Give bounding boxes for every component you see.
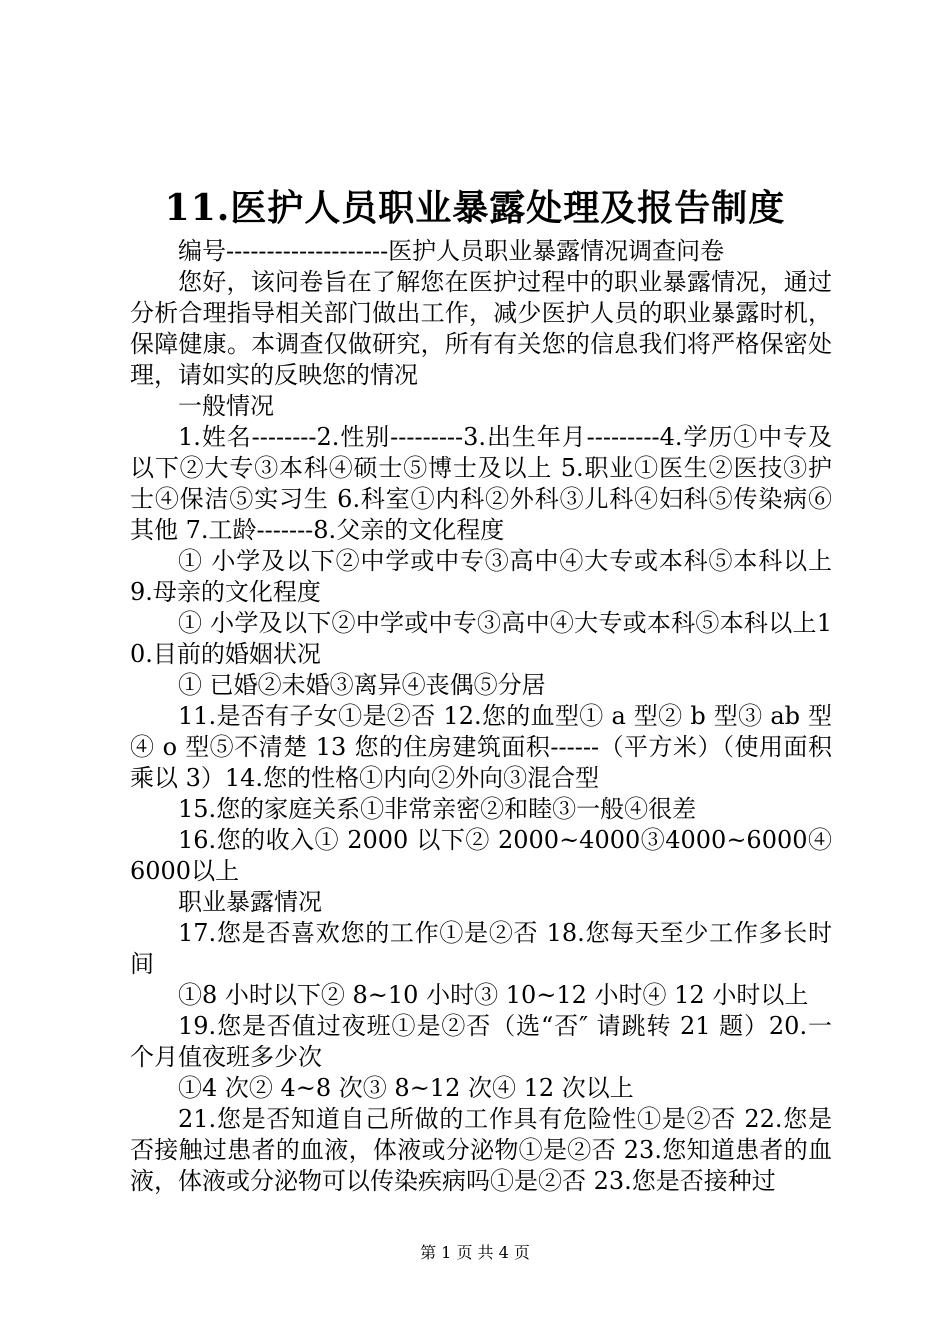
answer-paragraph-mother-education: ① 小学及以下②中学或中专③高中④大专或本科⑤本科以上10.目前的婚姻状况 [130,609,832,668]
question-paragraph-19-20: 19.您是否值过夜班①是②否（选“否″ 请跳转 21 题）20.一个月值夜班多少次 [130,1012,832,1071]
survey-introduction: 您好，该问卷旨在了解您在医护过程中的职业暴露情况，通过分析合理指导相关部门做出工作，减少医护人员的职业暴露时机，保障健康。本调查仅做研究，所有有关您的信息我们将严格保密处理，请如实的反映您的情况 [130,268,832,389]
serial-number-line: 编号--------------------医护人员职业暴露情况调查问卷 [178,237,725,265]
answer-paragraph-work-hours: ①8 小时以下② 8~10 小时③ 10~12 小时④ 12 小时以上 [178,981,809,1009]
document-title: 11.医护人员职业暴露处理及报告制度 [164,187,786,229]
question-paragraph-1-8: 1.姓名--------2.性别---------3.出生年月---------4.学历①中专及以下②大专③本科④硕士⑤博士及以上 5.职业①医生②医技③护士④保洁⑤实习生 6.科室①内科②外科③儿科④妇科⑤传染病⑥其他 7.工龄-------8.父亲的文化程度 [130,423,832,544]
question-paragraph-17-18: 17.您是否喜欢您的工作①是②否 18.您每天至少工作多长时间 [130,919,832,978]
section-heading-exposure: 职业暴露情况 [178,888,322,916]
document-body [130,236,832,1197]
section-heading-general: 一般情况 [178,392,274,420]
answer-paragraph-father-education: ① 小学及以下②中学或中专③高中④大专或本科⑤本科以上9.母亲的文化程度 [130,547,832,606]
question-paragraph-11-14: 11.是否有子女①是②否 12.您的血型① a 型② b 型③ ab 型④ o 型⑤不清楚 13 您的住房建筑面积------（平方米）（使用面积乘以 3）14.您的性格①内向②外向③混合型 [130,702,832,792]
page-footer: 第 1 页 共 4 页 [420,1243,530,1262]
question-paragraph-16: 16.您的收入① 2000 以下② 2000~4000③4000~6000④6000以上 [130,826,832,885]
answer-paragraph-night-shifts: ①4 次② 4~8 次③ 8~12 次④ 12 次以上 [178,1074,634,1102]
question-paragraph-15: 15.您的家庭关系①非常亲密②和睦③一般④很差 [178,795,697,823]
answer-paragraph-marital-status: ① 已婚②未婚③离异④丧偶⑤分居 [178,671,546,699]
question-paragraph-21-23: 21.您是否知道自己所做的工作具有危险性①是②否 22.您是否接触过患者的血液，体液或分泌物①是②否 23.您知道患者的血液，体液或分泌物可以传染疾病吗①是②否 23.您是否接种过 [130,1105,832,1195]
